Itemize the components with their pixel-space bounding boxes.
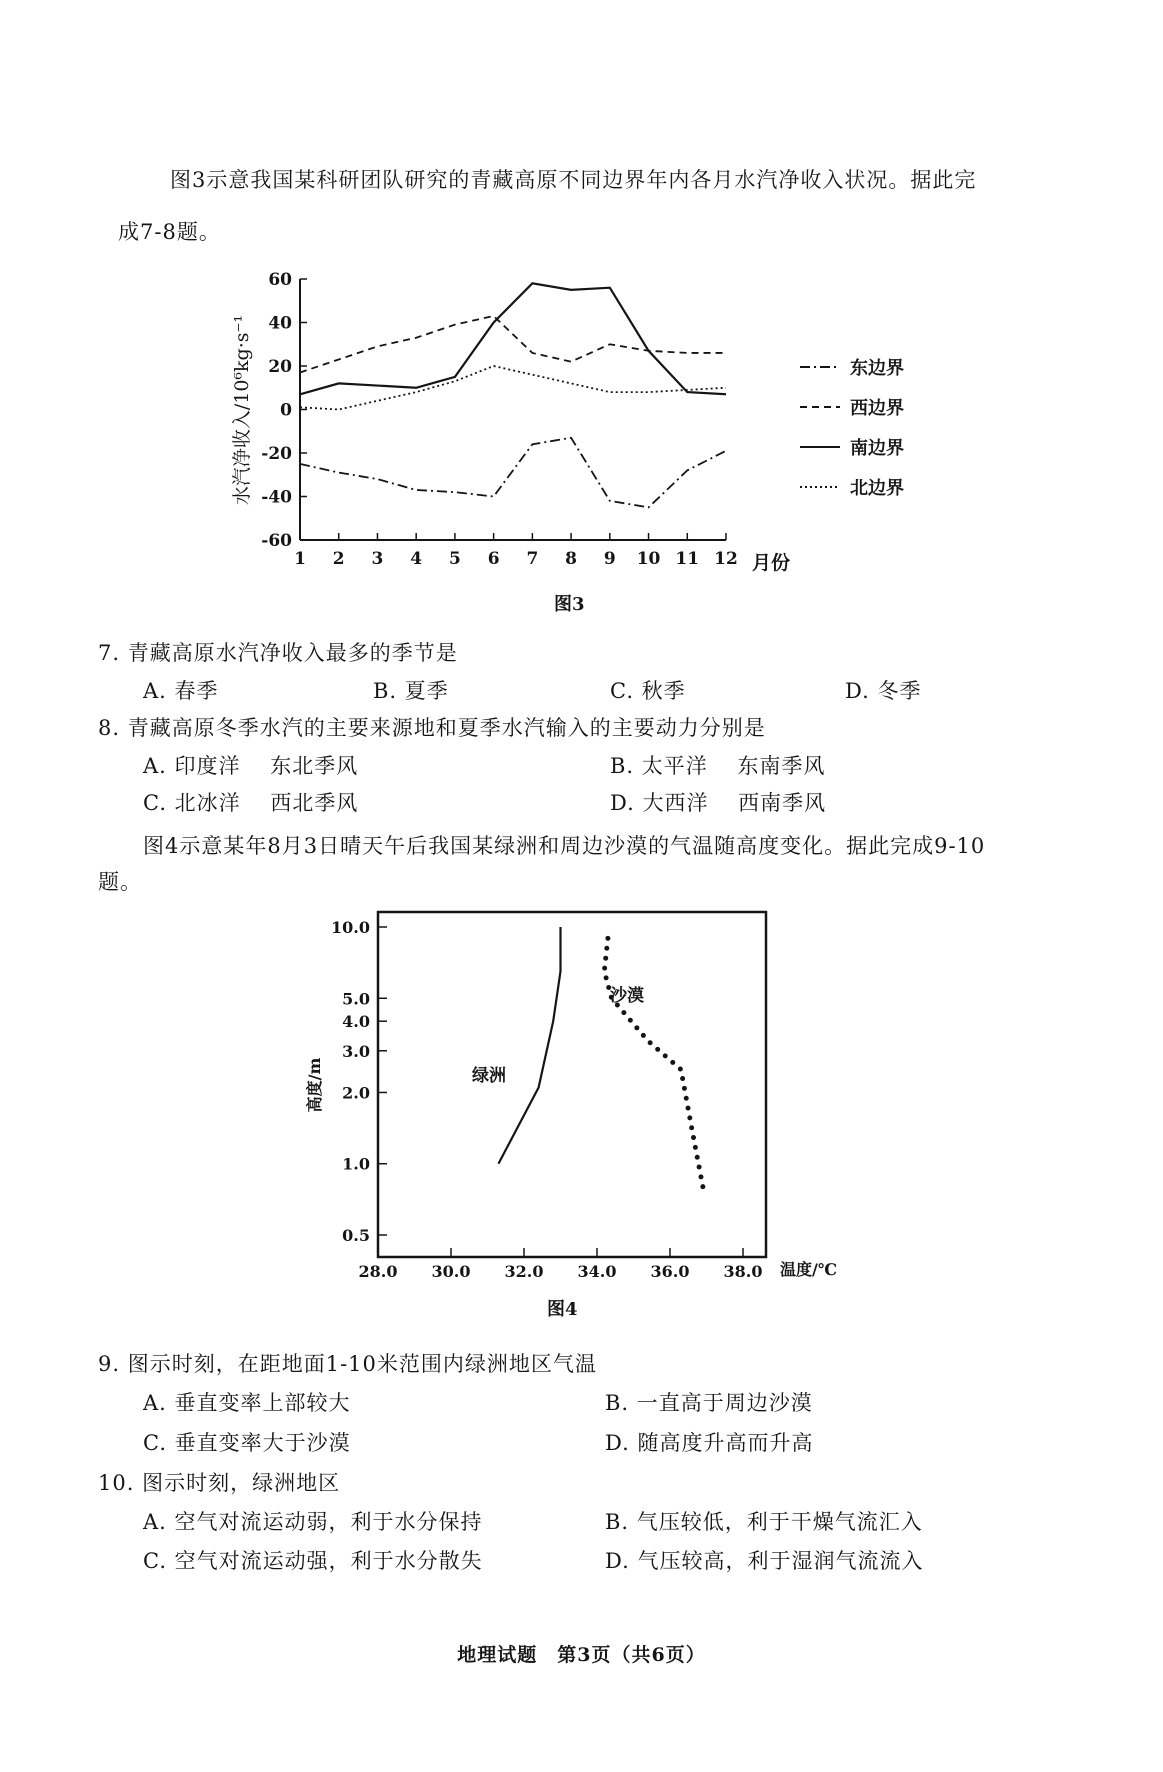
figure-3-y-tick-label: 0 (280, 400, 292, 421)
figure-3-y-tick-label: 60 (268, 270, 292, 290)
q9-option-c[interactable]: C. 垂直变率大于沙漠 (143, 1431, 351, 1455)
figure-3-x-tick-label: 5 (448, 549, 461, 569)
q9-option-a[interactable]: A. 垂直变率上部较大 (143, 1391, 351, 1415)
figure-4-x-tick-label: 38.0 (723, 1262, 763, 1281)
figure-4-y-tick-label: 5.0 (342, 989, 370, 1009)
figure-3-x-tick-label: 6 (487, 549, 500, 569)
figure-3-legend-label: 北边界 (850, 478, 904, 499)
figure-3-x-tick-label: 12 (714, 549, 738, 569)
q10-option-c[interactable]: C. 空气对流运动强，利于水分散失 (143, 1549, 483, 1573)
q8-option-b[interactable]: B. 太平洋 东南季风 (610, 754, 826, 778)
figure-4-caption: 图4 (547, 1299, 578, 1320)
figure-4-x-label: 温度/℃ (780, 1260, 838, 1279)
figure-3-x-tick-label: 10 (636, 549, 661, 569)
q10-stem: 10. 图示时刻，绿洲地区 (98, 1471, 341, 1495)
figure-4-y-tick-label: 10.0 (331, 918, 370, 937)
figure-4-y-tick-label: 1.0 (342, 1154, 370, 1174)
figure-3-chart (0, 255, 1163, 635)
q8-option-d[interactable]: D. 大西洋 西南季风 (610, 791, 827, 815)
q7-option-d[interactable]: D. 冬季 (845, 679, 922, 703)
q10-option-b[interactable]: B. 气压较低，利于干燥气流汇入 (605, 1510, 923, 1534)
q9-stem: 9. 图示时刻，在距地面1-10米范围内绿洲地区气温 (98, 1352, 597, 1376)
figure-4-y-label: 高度/m (305, 1057, 324, 1113)
figure-4-frame (378, 912, 766, 1257)
figure-4-x-tick-label: 36.0 (650, 1262, 690, 1281)
figure-3-x-tick-label: 1 (294, 549, 306, 569)
figure-4-x-tick-label: 30.0 (431, 1262, 471, 1281)
figure-3-x-tick-label: 4 (410, 549, 423, 569)
figure-3-x-tick-label: 2 (332, 549, 345, 569)
figure-4-series-line (498, 927, 560, 1164)
figure-3-y-tick-label: 40 (268, 313, 292, 334)
figure-3-x-label: 月份 (752, 552, 791, 574)
figure-4-y-tick-label: 3.0 (342, 1041, 370, 1061)
figure-4-y-tick-label: 4.0 (342, 1012, 370, 1032)
figure-3-x-tick-label: 9 (603, 549, 616, 569)
figure-3-y-label: 水汽净收入/10⁶kg·s⁻¹ (231, 314, 253, 506)
figure-3-series-line (300, 438, 726, 508)
figure-3-x-tick-label: 3 (371, 549, 384, 569)
q8-stem: 8. 青藏高原冬季水汽的主要来源地和夏季水汽输入的主要动力分别是 (98, 716, 766, 740)
q7-option-c[interactable]: C. 秋季 (610, 679, 686, 703)
intro2-line-2: 题。 (98, 870, 142, 894)
figure-3-series-line (300, 366, 726, 410)
figure-4-series-line (604, 938, 703, 1187)
figure-4-x-tick-label: 28.0 (358, 1262, 398, 1281)
figure-3-legend-label: 西边界 (850, 398, 904, 419)
page-footer: 地理试题 第3页（共6页） (457, 1644, 706, 1666)
q8-option-a[interactable]: A. 印度洋 东北季风 (143, 754, 359, 778)
figure-4-label-desert: 沙漠 (610, 986, 644, 1006)
figure-3-y-tick-label: -20 (261, 444, 292, 464)
figure-4-chart (0, 905, 1163, 1285)
figure-3-x-tick-label: 11 (675, 549, 700, 569)
q9-option-b[interactable]: B. 一直高于周边沙漠 (605, 1391, 813, 1415)
figure-4-y-tick-label: 2.0 (342, 1083, 370, 1103)
intro-line-1: 图3示意我国某科研团队研究的青藏高原不同边界年内各月水汽净收入状况。据此完 (170, 168, 977, 192)
figure-3-x-tick-label: 8 (565, 549, 578, 569)
q8-option-c[interactable]: C. 北冰洋 西北季风 (143, 791, 359, 815)
q7-option-a[interactable]: A. 春季 (143, 679, 219, 703)
q7-option-b[interactable]: B. 夏季 (373, 679, 449, 703)
q9-option-d[interactable]: D. 随高度升高而升高 (605, 1431, 814, 1455)
figure-3-y-tick-label: 20 (268, 357, 292, 377)
q10-option-d[interactable]: D. 气压较高，利于湿润气流流入 (605, 1549, 924, 1573)
figure-4-y-tick-label: 0.5 (342, 1226, 370, 1245)
figure-3-series-line (300, 283, 726, 394)
q7-stem: 7. 青藏高原水汽净收入最多的季节是 (98, 641, 458, 665)
intro-line-2: 成7-8题。 (118, 220, 221, 244)
figure-3-legend-label: 南边界 (850, 438, 904, 459)
figure-4-x-tick-label: 32.0 (504, 1262, 544, 1281)
figure-4-label-oasis: 绿洲 (472, 1066, 506, 1086)
figure-3-legend-label: 东边界 (850, 358, 904, 379)
figure-3-caption: 图3 (554, 594, 585, 615)
figure-3-y-tick-label: -40 (261, 487, 292, 508)
figure-4-x-tick-label: 34.0 (577, 1262, 617, 1281)
figure-3-y-tick-label: -60 (261, 531, 292, 551)
figure-3-x-tick-label: 7 (526, 549, 539, 569)
intro2-line-1: 图4示意某年8月3日晴天午后我国某绿洲和周边沙漠的气温随高度变化。据此完成9-10 (143, 834, 986, 858)
q10-option-a[interactable]: A. 空气对流运动弱，利于水分保持 (143, 1510, 483, 1534)
